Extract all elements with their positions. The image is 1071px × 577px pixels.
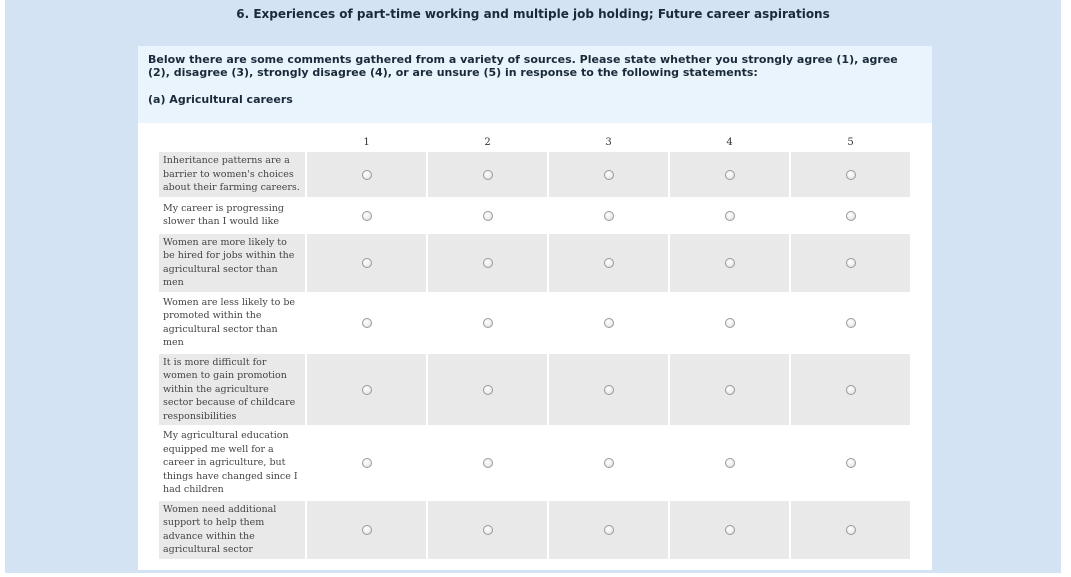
radio-option-4[interactable] bbox=[725, 385, 735, 395]
radio-option-1[interactable] bbox=[362, 458, 372, 468]
option-cell bbox=[307, 354, 426, 426]
radio-option-5[interactable] bbox=[846, 385, 856, 395]
radio-option-5[interactable] bbox=[846, 318, 856, 328]
radio-option-1[interactable] bbox=[362, 525, 372, 535]
option-cell bbox=[791, 294, 910, 352]
option-cell bbox=[307, 152, 426, 197]
option-cell bbox=[549, 234, 668, 292]
option-cell bbox=[791, 501, 910, 559]
scale-header-row bbox=[159, 135, 910, 150]
option-cell bbox=[791, 234, 910, 292]
option-cell bbox=[791, 427, 910, 499]
option-cell bbox=[307, 427, 426, 499]
radio-option-3[interactable] bbox=[604, 258, 614, 268]
radio-option-2[interactable] bbox=[483, 318, 493, 328]
radio-option-1[interactable] bbox=[362, 211, 372, 221]
radio-option-5[interactable] bbox=[846, 211, 856, 221]
scale-header-4: 4 bbox=[726, 137, 733, 148]
statement-row bbox=[159, 501, 910, 559]
question-subheading: (a) Agricultural careers bbox=[148, 93, 293, 106]
scale-header-3: 3 bbox=[605, 137, 612, 148]
statement-row bbox=[159, 199, 910, 232]
option-cell bbox=[670, 234, 789, 292]
section-title: 6. Experiences of part-time working and multiple job holding; Future career aspirations bbox=[236, 7, 830, 21]
option-cell bbox=[428, 354, 547, 426]
option-cell bbox=[428, 427, 547, 499]
radio-option-2[interactable] bbox=[483, 458, 493, 468]
radio-option-1[interactable] bbox=[362, 385, 372, 395]
radio-option-3[interactable] bbox=[604, 170, 614, 180]
option-cell bbox=[549, 501, 668, 559]
radio-option-4[interactable] bbox=[725, 458, 735, 468]
statement-row bbox=[159, 354, 910, 426]
radio-option-1[interactable] bbox=[362, 318, 372, 328]
option-cell bbox=[549, 199, 668, 232]
statement-row bbox=[159, 152, 910, 197]
option-cell bbox=[670, 501, 789, 559]
option-cell bbox=[549, 354, 668, 426]
statement-row bbox=[159, 294, 910, 352]
statement-label: Women are more likely to be hired for jobs within the agricultural sector than men bbox=[159, 234, 305, 292]
instructions-text: Below there are some comments gathered from a variety of sources. Please state whether you strongly agree (1), agree (2), disagree (3), strongly disagree (4), or are unsure (5) in response to the following statements: bbox=[148, 53, 898, 79]
option-cell bbox=[670, 427, 789, 499]
radio-option-2[interactable] bbox=[483, 525, 493, 535]
option-cell bbox=[670, 152, 789, 197]
scale-header-1: 1 bbox=[363, 137, 370, 148]
statement-row bbox=[159, 234, 910, 292]
radio-option-5[interactable] bbox=[846, 170, 856, 180]
option-cell bbox=[670, 294, 789, 352]
radio-option-3[interactable] bbox=[604, 525, 614, 535]
radio-option-1[interactable] bbox=[362, 170, 372, 180]
option-cell bbox=[307, 199, 426, 232]
scale-header-2: 2 bbox=[484, 137, 491, 148]
statement-column-header bbox=[159, 135, 305, 150]
radio-option-2[interactable] bbox=[483, 385, 493, 395]
statement-label: Women are less likely to be promoted within the agricultural sector than men bbox=[159, 294, 305, 352]
radio-option-5[interactable] bbox=[846, 458, 856, 468]
question-card bbox=[138, 46, 932, 570]
option-cell bbox=[428, 234, 547, 292]
radio-option-2[interactable] bbox=[483, 211, 493, 221]
survey-page bbox=[5, 0, 1061, 573]
statement-row bbox=[159, 427, 910, 499]
radio-option-3[interactable] bbox=[604, 211, 614, 221]
statement-label: Inheritance patterns are a barrier to women's choices about their farming careers. bbox=[159, 152, 305, 197]
option-cell bbox=[428, 152, 547, 197]
radio-option-4[interactable] bbox=[725, 211, 735, 221]
radio-option-5[interactable] bbox=[846, 258, 856, 268]
radio-option-4[interactable] bbox=[725, 170, 735, 180]
radio-option-3[interactable] bbox=[604, 318, 614, 328]
option-cell bbox=[791, 354, 910, 426]
radio-option-2[interactable] bbox=[483, 170, 493, 180]
radio-option-2[interactable] bbox=[483, 258, 493, 268]
radio-option-5[interactable] bbox=[846, 525, 856, 535]
option-cell bbox=[428, 501, 547, 559]
option-cell bbox=[428, 294, 547, 352]
option-cell bbox=[791, 152, 910, 197]
option-cell bbox=[428, 199, 547, 232]
radio-option-4[interactable] bbox=[725, 318, 735, 328]
statement-label: It is more difficult for women to gain promotion within the agriculture sector because of childcare responsibilities bbox=[159, 354, 305, 426]
option-cell bbox=[549, 294, 668, 352]
bottom-edge bbox=[0, 573, 1071, 577]
radio-option-4[interactable] bbox=[725, 258, 735, 268]
radio-option-3[interactable] bbox=[604, 458, 614, 468]
question-instructions bbox=[138, 46, 932, 123]
likert-grid bbox=[157, 133, 912, 561]
radio-option-3[interactable] bbox=[604, 385, 614, 395]
statement-label: Women need additional support to help them advance within the agricultural sector bbox=[159, 501, 305, 559]
option-cell bbox=[307, 501, 426, 559]
option-cell bbox=[549, 427, 668, 499]
option-cell bbox=[670, 354, 789, 426]
option-cell bbox=[791, 199, 910, 232]
option-cell bbox=[549, 152, 668, 197]
option-cell bbox=[307, 234, 426, 292]
option-cell bbox=[307, 294, 426, 352]
radio-option-1[interactable] bbox=[362, 258, 372, 268]
statement-label: My agricultural education equipped me well for a career in agriculture, but things have changed since I had children bbox=[159, 427, 305, 499]
option-cell bbox=[670, 199, 789, 232]
statement-label: My career is progressing slower than I would like bbox=[159, 199, 305, 232]
scale-header-5: 5 bbox=[847, 137, 854, 148]
radio-option-4[interactable] bbox=[725, 525, 735, 535]
